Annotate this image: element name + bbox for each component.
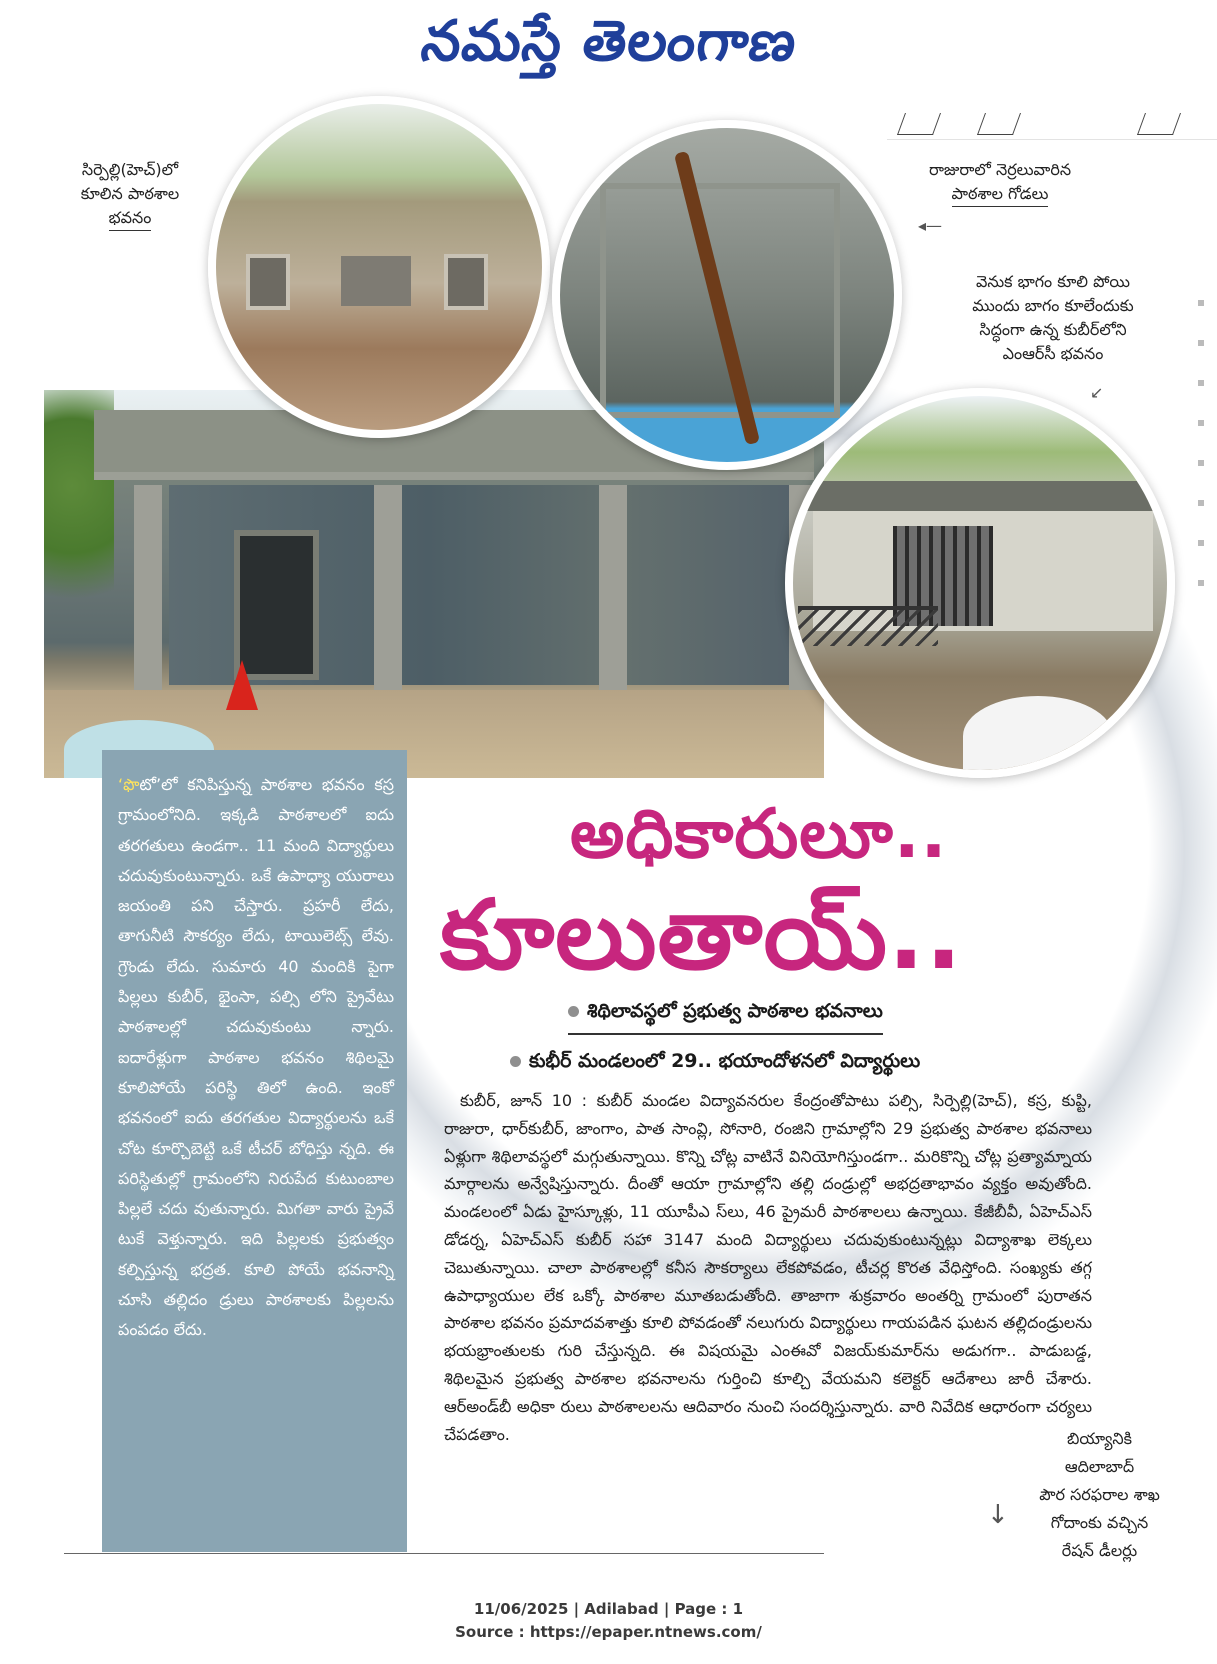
caption-top-left: సిర్పెల్లి(హెచ్)లో కూలిన పాఠశాల భవనం [60,158,200,231]
bottom-rule [64,1553,824,1554]
sidebar-box [102,750,407,1552]
headline-line-1: అధికారులూ.. [570,795,948,874]
circle-photo-cracked-wall [552,120,902,470]
subhead-1: శిథిలావస్థలో ప్రభుత్వ పాఠశాల భవనాలు [568,1000,883,1035]
arrow-down-left-icon: ↙ [1090,383,1104,402]
footer-source-link[interactable]: Source : https://epaper.ntnews.com/ [455,1623,762,1641]
sidebar-text: ‘ఫొటో’లో కనిపిస్తున్న పాఠశాల భవనం కస్ర గ్రామంలోనిది. ఇక్కడి పాఠశాలలో ఐదు తరగతులు ఉండగా.. 11 మంది విద్యార్థులు చదువుకుంటున్నారు. ఒకే ఉపాధ్యా యురాలు జయంతి పని చేస్తారు. ప్రహరీ లేదు, తాగునీటి సౌకర్యం లేదు, టాయిలెట్స్ లేవు. గ్రౌండు లేదు. సుమారు 40 మందికి పైగా పిల్లలు కుబీర్, భైంసా, పల్సి లోని ప్రైవేటు పాఠశాలల్లో చదువుకుంటు న్నారు. ఐదారేళ్లుగా పాఠశాల భవనం శిథిలమై కూలిపోయే పరిస్థి తిలో ఉంది. ఇంకో భవనంలో ఐదు తరగతుల విద్యార్థులను ఒకే చోట కూర్చొబెట్టి ఒకే టీచర్ బోధిస్తు న్నది. ఈ పరిస్థితుల్లో గ్రామంలోని నిరుపేద కుటుంబాల పిల్లలే చదు వుతున్నారు. మిగతా వారు ప్రైవే టుకే వెళ్తున్నారు. ఇది పిల్లలకు ప్రభుత్వం కల్పిస్తున్న భద్రత. కూలి పోయే భవనాన్ని చూసి తల్లిదం డ్రులు పాఠశాలకు పిల్లలను పంపడం లేదు. [118,775,394,1340]
circle-photo-collapsed-school [208,96,550,438]
footer-date-edition: 11/06/2025 | Adilabad | Page : 1 [473,1600,744,1618]
subhead-2: కుభీర్ మండలంలో 29.. భయాందోళనలో విద్యార్థులు [510,1050,920,1077]
newspaper-masthead: నమస్తే తెలంగాణ [417,8,802,74]
caption-bottom-right: బియ్యానికి ఆదిలాబాద్ పౌర సరఫరాల శాఖ గోదాంకు వచ్చిన రేషన్ డీలర్లు [1039,1429,1160,1560]
article-body: కుబీర్, జూన్ 10 : కుబీర్ మండల విద్యావనరుల కేంద్రంతోపాటు పల్సి, సిర్పెల్లి(హెచ్), కస్ర, కుప్టి, రాజురా, ధార్‌కుబీర్, జాంగాం, పాత సాంవ్లి, సోనారి, రంజిని గ్రామాల్లోని 29 ప్రభుత్వ పాఠశాల భవనాలు ఏళ్లుగా శిథిలావస్థలో మగ్గుతున్నాయి. కొన్ని చోట్ల వాటినే వినియోగిస్తుండగా.. మరికొన్ని చోట్ల ప్రత్యామ్నాయ మార్గాలను అన్వేషిస్తున్నారు. దీంతో ఆయా గ్రామాల్లోని తల్లి దండ్రుల్లో అభద్రతాభావం వ్యక్తం అవుతోంది. మండలంలో ఏడు హైస్కూళ్లు, 11 యూపీఎ స్‌లు, 46 ప్రైమరీ పాఠశాలలు ఉన్నాయి. కేజీబీవీ, ఏహెచ్‌ఎస్ డోడర్న, ఏహెచ్‌ఎస్ కుబీర్ సహా 3147 మంది విద్యార్థులు చదువుకుంటున్నట్లు విద్యాశాఖ లెక్కలు చెబుతున్నాయి. చాలా పాఠశాలల్లో కనీస సౌకర్యాలు లేకపోవడం, టీచర్ల కొరత వేధిస్తోంది. సంఖ్యకు తగ్గ ఉపాధ్యాయుల లేక ఒక్కో పాఠశాల మూతబడుతోంది. తాజాగా శుక్రవారం అంతర్ని గ్రామంలో పురాతన పాఠశాల భవనం ప్రమాదవశాత్తు కూలి పోవడంతో నలుగురు విద్యార్థులు గాయపడిన ఘటన తల్లిదండ్రులను భయభ్రాంతులకు గురి చేస్తున్నది. ఈ విషయమై ఎంఈవో విజయ్‌కుమార్‌ను అడుగగా.. పాడుబడ్డ, శిథిలమైన ప్రభుత్వ పాఠశాల భవనాలను గుర్తించి కూల్చి వేయమని కలెక్టర్ ఆదేశాలు జారీ చేశారు. ఆర్‌అండ్‌బీ అధికా రులు పాఠశాలలను ఆదివారం నుంచి సందర్శిస్తున్నారు. వారి నివేదిక ఆధారంగా చర్యలు చేపడతాం. [444,1091,1093,1444]
arrow-down-icon: ↓ [987,1500,1009,1530]
caption-top-right: రాజురాలో నెర్రలువారిన పాఠశాల గోడలు [880,158,1120,207]
circle-photo-mrc-building [785,388,1175,778]
photo-pointer-arrow [226,660,258,710]
cartoon-strip-fragment [887,100,1217,140]
arrow-left-icon: ◂— [918,216,943,235]
headline-line-2: కూలుతాయ్.. [440,879,963,991]
caption-mid-right: వెనుక భాగం కూలి పోయి ముందు బాగం కూలేందుకు సిద్ధంగా ఉన్న కుబీర్‌లోని ఎంఆర్‌సీ భవనం [972,272,1134,363]
